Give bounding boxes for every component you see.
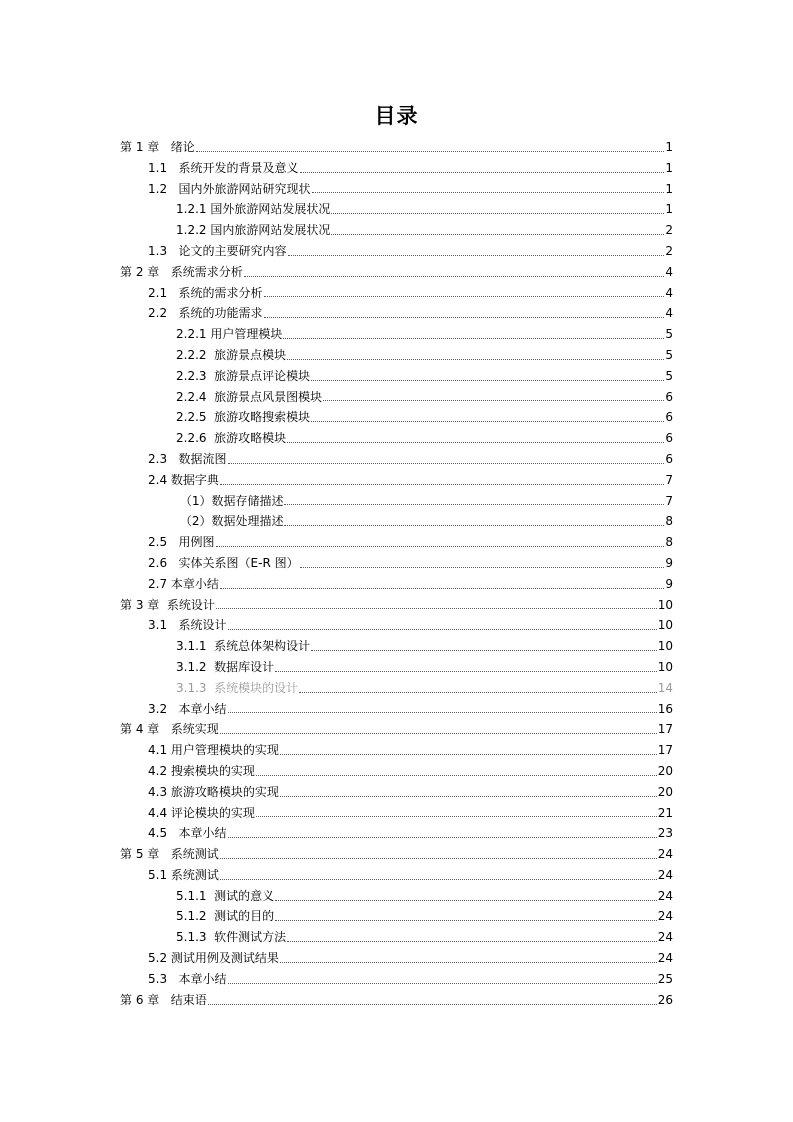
toc-entry[interactable] [120, 511, 673, 532]
toc-entry-page-number: 2 [665, 243, 673, 258]
toc-entry[interactable] [120, 324, 673, 345]
toc-dot-leader [228, 837, 657, 838]
toc-dot-leader [220, 588, 664, 589]
toc-dot-leader [275, 920, 657, 921]
toc-entry[interactable] [120, 345, 673, 366]
toc-entry-label: 2.2.6 旅游攻略模块 [176, 431, 287, 446]
toc-dot-leader [287, 359, 664, 360]
toc-entry[interactable] [120, 491, 673, 512]
toc-entry[interactable] [120, 782, 673, 803]
toc-entry[interactable] [120, 179, 673, 200]
toc-entry-page-number: 14 [657, 680, 673, 695]
toc-dot-leader [323, 400, 664, 401]
toc-entry[interactable] [120, 574, 673, 595]
toc-entry[interactable] [120, 553, 673, 574]
toc-entry-page-number: 7 [665, 493, 673, 508]
toc-entry-page-number: 24 [657, 909, 673, 924]
toc-entry-label: 第 4 章 系统实现 [120, 722, 219, 737]
toc-entry-page-number: 1 [665, 160, 673, 175]
toc-entry-page-number: 10 [657, 639, 673, 654]
toc-entry-page-number: 17 [657, 743, 673, 758]
toc-entry-label: 5.1.3 软件测试方法 [176, 930, 287, 945]
toc-dot-leader [287, 442, 664, 443]
toc-entry-label: 2.2.5 旅游攻略搜索模块 [176, 410, 311, 425]
toc-entry[interactable] [120, 283, 673, 304]
toc-dot-leader [244, 276, 665, 277]
toc-entry[interactable] [120, 969, 673, 990]
toc-entry-page-number: 26 [657, 992, 673, 1007]
toc-entry-label: 2.2.3 旅游景点评论模块 [176, 368, 311, 383]
toc-entry[interactable] [120, 990, 673, 1011]
toc-entry-label: 第 2 章 系统需求分析 [120, 264, 243, 279]
toc-entry-page-number: 20 [657, 763, 673, 778]
toc-entry-label: 1.3 论文的主要研究内容 [148, 243, 287, 258]
toc-entry-label: 4.3 旅游攻略模块的实现 [148, 784, 279, 799]
toc-dot-leader [280, 796, 657, 797]
toc-dot-leader [283, 338, 664, 339]
toc-dot-leader [311, 380, 664, 381]
toc-dot-leader [284, 525, 664, 526]
toc-entry-page-number: 9 [665, 576, 673, 591]
toc-entry-page-number: 24 [657, 847, 673, 862]
toc-entry-label: 第 1 章 绪论 [120, 140, 195, 154]
toc-dot-leader [311, 421, 664, 422]
toc-entry[interactable] [120, 387, 673, 408]
toc-entry-label: 1.2 国内外旅游网站研究现状 [148, 181, 311, 196]
toc-entry[interactable] [120, 241, 673, 262]
toc-dot-leader [220, 858, 657, 859]
toc-entry[interactable] [120, 303, 673, 324]
toc-entry-label: 第 6 章 结束语 [120, 992, 207, 1007]
toc-title: 目录 [374, 104, 419, 128]
toc-entry-label: 3.1.3 系统模块的设计 [176, 680, 299, 695]
toc-entry[interactable] [120, 595, 673, 616]
toc-entry-label: 2.2.4 旅游景点风景图模块 [176, 389, 323, 404]
toc-dot-leader [287, 941, 657, 942]
toc-entry-page-number: 8 [665, 535, 673, 550]
toc-entry-page-number: 6 [665, 389, 673, 404]
toc-entry-page-number: 10 [657, 659, 673, 674]
toc-entry-page-number: 24 [657, 888, 673, 903]
toc-entry[interactable] [120, 158, 673, 179]
toc-entry-page-number: 2 [665, 223, 673, 238]
toc-entry-label: 2.6 实体关系图（E-R 图） [148, 555, 299, 570]
toc-entry-label: 4.2 搜索模块的实现 [148, 763, 255, 778]
toc-entry-page-number: 1 [665, 181, 673, 196]
toc-entry[interactable] [120, 823, 673, 844]
toc-entry-page-number: 5 [665, 368, 673, 383]
toc-entry-label: 5.1.1 测试的意义 [176, 888, 275, 903]
toc-entry-page-number: 24 [657, 951, 673, 966]
toc-entry-label: 4.1 用户管理模块的实现 [148, 743, 279, 758]
toc-dot-leader [220, 484, 664, 485]
toc-entry-page-number: 4 [665, 264, 673, 279]
toc-entry[interactable] [120, 803, 673, 824]
toc-entry[interactable] [120, 719, 673, 740]
toc-entry[interactable] [120, 927, 673, 948]
toc-dot-leader [299, 692, 657, 693]
toc-entry-label: 1.1 系统开发的背景及意义 [148, 160, 299, 175]
toc-dot-leader [208, 1004, 657, 1005]
table-of-contents [120, 137, 673, 1010]
toc-entry-page-number: 1 [665, 202, 673, 217]
toc-entry[interactable] [120, 844, 673, 865]
toc-entry[interactable] [120, 220, 673, 241]
toc-entry-page-number: 4 [665, 285, 673, 300]
toc-entry-page-number: 8 [665, 514, 673, 529]
toc-entry-page-number: 5 [665, 327, 673, 342]
toc-entry-label: 2.4 数据字典 [148, 472, 219, 487]
toc-entry-label: 5.2 测试用例及测试结果 [148, 951, 279, 966]
toc-entry-page-number: 6 [665, 451, 673, 466]
toc-dot-leader [280, 962, 657, 963]
toc-entry-label: 2.1 系统的需求分析 [148, 285, 263, 300]
toc-entry[interactable] [120, 636, 673, 657]
toc-entry[interactable] [120, 532, 673, 553]
toc-entry-page-number: 25 [657, 971, 673, 986]
toc-entry-label: 5.3 本章小结 [148, 971, 227, 986]
toc-dot-leader [228, 983, 657, 984]
toc-dot-leader [300, 172, 665, 173]
toc-entry[interactable] [120, 615, 673, 636]
toc-entry[interactable] [120, 740, 673, 761]
toc-entry-label: 1.2.1 国外旅游网站发展状况 [176, 202, 331, 217]
toc-dot-leader [220, 879, 657, 880]
toc-entry-label: 4.5 本章小结 [148, 826, 227, 841]
toc-entry[interactable] [120, 470, 673, 491]
toc-dot-leader [216, 546, 665, 547]
toc-entry[interactable] [120, 657, 673, 678]
toc-entry-page-number: 6 [665, 410, 673, 425]
toc-dot-leader [284, 504, 664, 505]
toc-entry-page-number: 5 [665, 347, 673, 362]
toc-entry[interactable] [120, 886, 673, 907]
toc-dot-leader [228, 629, 657, 630]
toc-entry-label: 5.1 系统测试 [148, 867, 219, 882]
toc-dot-leader [275, 900, 657, 901]
toc-dot-leader [312, 192, 665, 193]
toc-entry-label: 4.4 评论模块的实现 [148, 805, 255, 820]
toc-entry[interactable] [120, 137, 673, 158]
toc-dot-leader [256, 775, 657, 776]
toc-entry[interactable] [120, 865, 673, 886]
toc-entry-label: 2.2.2 旅游景点模块 [176, 347, 287, 362]
toc-dot-leader [196, 151, 665, 152]
toc-entry-label: 3.1.1 系统总体架构设计 [176, 639, 311, 654]
toc-entry[interactable] [120, 948, 673, 969]
toc-entry-page-number: 21 [657, 805, 673, 820]
toc-entry-page-number: 24 [657, 867, 673, 882]
toc-entry-page-number: 16 [657, 701, 673, 716]
toc-dot-leader [300, 567, 665, 568]
toc-entry-page-number: 9 [665, 555, 673, 570]
toc-entry[interactable] [120, 699, 673, 720]
toc-entry[interactable] [120, 678, 673, 699]
toc-entry-label: 2.2.1 用户管理模块 [176, 327, 283, 342]
toc-entry[interactable] [120, 366, 673, 387]
toc-entry-page-number: 7 [665, 472, 673, 487]
toc-dot-leader [288, 255, 665, 256]
toc-dot-leader [228, 463, 665, 464]
toc-entry-page-number: 10 [657, 597, 673, 612]
toc-dot-leader [220, 733, 657, 734]
toc-entry[interactable] [120, 199, 673, 220]
toc-entry[interactable] [120, 449, 673, 470]
toc-dot-leader [228, 712, 657, 713]
toc-entry-page-number: 4 [665, 306, 673, 321]
toc-entry[interactable] [120, 428, 673, 449]
toc-dot-leader [264, 296, 665, 297]
toc-entry-label: 第 5 章 系统测试 [120, 847, 219, 862]
toc-entry-label: 1.2.2 国内旅游网站发展状况 [176, 223, 331, 238]
toc-dot-leader [275, 671, 657, 672]
toc-entry-page-number: 1 [665, 140, 673, 154]
toc-entry-page-number: 20 [657, 784, 673, 799]
toc-entry-label: 3.1.2 数据库设计 [176, 659, 275, 674]
toc-entry-label: （1）数据存储描述 [176, 493, 284, 508]
toc-dot-leader [216, 608, 657, 609]
toc-entry-label: 2.7 本章小结 [148, 576, 219, 591]
toc-entry-label: 5.1.2 测试的目的 [176, 909, 275, 924]
toc-dot-leader [256, 816, 657, 817]
toc-entry-page-number: 10 [657, 618, 673, 633]
toc-entry-page-number: 24 [657, 930, 673, 945]
toc-entry-label: 2.5 用例图 [148, 535, 215, 550]
toc-dot-leader [331, 213, 664, 214]
toc-dot-leader [331, 234, 664, 235]
toc-entry-label: 第 3 章 系统设计 [120, 597, 215, 612]
toc-dot-leader [280, 754, 657, 755]
toc-entry-label: 2.3 数据流图 [148, 451, 227, 466]
toc-dot-leader [264, 317, 665, 318]
toc-entry-label: 3.2 本章小结 [148, 701, 227, 716]
toc-entry[interactable] [120, 906, 673, 927]
toc-entry[interactable] [120, 407, 673, 428]
toc-entry[interactable] [120, 761, 673, 782]
toc-entry-label: （2）数据处理描述 [176, 514, 284, 529]
toc-entry-label: 2.2 系统的功能需求 [148, 306, 263, 321]
toc-entry-label: 3.1 系统设计 [148, 618, 227, 633]
toc-entry-page-number: 23 [657, 826, 673, 841]
toc-entry-page-number: 17 [657, 722, 673, 737]
toc-dot-leader [311, 650, 657, 651]
toc-entry[interactable] [120, 262, 673, 283]
toc-entry-page-number: 6 [665, 431, 673, 446]
